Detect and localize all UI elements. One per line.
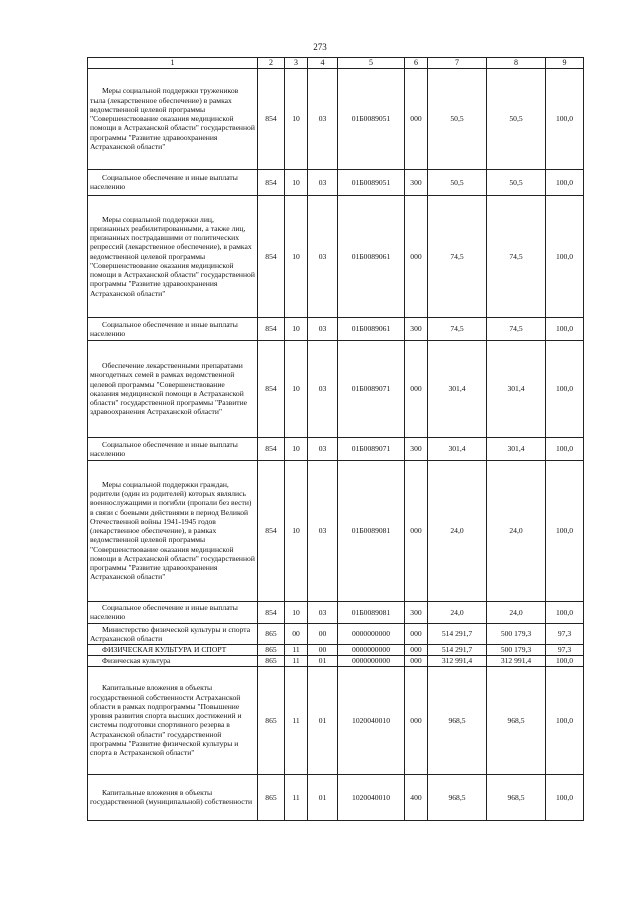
expense-type-cell: 400 (405, 774, 428, 820)
subsection-cell: 01 (308, 774, 338, 820)
admin-code-cell: 854 (258, 340, 285, 437)
planned-amount-cell: 301,4 (428, 437, 487, 460)
section-cell: 10 (285, 68, 308, 169)
planned-amount-cell: 50,5 (428, 169, 487, 195)
header-row (88, 58, 584, 69)
expense-type-cell: 000 (405, 460, 428, 601)
expense-type-cell: 300 (405, 437, 428, 460)
percent-cell: 100,0 (546, 169, 584, 195)
section-cell: 10 (285, 437, 308, 460)
column-header: 2 (258, 58, 285, 69)
row-name-cell: Физическая культура (88, 655, 258, 666)
table-row (88, 623, 584, 644)
executed-amount-cell: 24,0 (487, 601, 546, 623)
subsection-cell: 01 (308, 666, 338, 774)
expense-type-cell: 300 (405, 169, 428, 195)
executed-amount-cell: 500 179,3 (487, 644, 546, 655)
percent-cell: 97,3 (546, 644, 584, 655)
target-article-cell: 01Б0089061 (338, 317, 405, 340)
section-cell: 10 (285, 460, 308, 601)
table-row (88, 655, 584, 666)
planned-amount-cell: 312 991,4 (428, 655, 487, 666)
subsection-cell: 00 (308, 623, 338, 644)
admin-code-cell: 865 (258, 623, 285, 644)
table-row (88, 666, 584, 774)
target-article-cell: 01Б0089051 (338, 68, 405, 169)
admin-code-cell: 854 (258, 317, 285, 340)
executed-amount-cell: 968,5 (487, 774, 546, 820)
table-row (88, 195, 584, 317)
planned-amount-cell: 968,5 (428, 666, 487, 774)
planned-amount-cell: 74,5 (428, 317, 487, 340)
column-header: 8 (487, 58, 546, 69)
section-cell: 10 (285, 317, 308, 340)
page-number: 273 (313, 42, 327, 52)
subsection-cell: 03 (308, 317, 338, 340)
row-name-cell: Меры социальной поддержки тружеников тыла (лекарственное обеспечение) в рамках ведомственной целевой программы "Совершенствование оказания медицинской помощи в Астраханской области" государственной программы "Развитие здравоохранения Астраханской области" (88, 68, 258, 169)
expense-type-cell: 000 (405, 623, 428, 644)
target-article-cell: 0000000000 (338, 644, 405, 655)
planned-amount-cell: 24,0 (428, 601, 487, 623)
target-article-cell: 01Б0089051 (338, 169, 405, 195)
executed-amount-cell: 968,5 (487, 666, 546, 774)
row-name-cell: Обеспечение лекарственными препаратами многодетных семей в рамках ведомственной целевой программы "Совершенствование оказания медицинской помощи в Астраханской области" государственной программы "Развитие здравоохранения Астраханской области" (88, 340, 258, 437)
percent-cell: 100,0 (546, 317, 584, 340)
admin-code-cell: 854 (258, 437, 285, 460)
column-header: 5 (338, 58, 405, 69)
row-name-cell: Социальное обеспечение и иные выплаты населению (88, 169, 258, 195)
planned-amount-cell: 74,5 (428, 195, 487, 317)
section-cell: 10 (285, 169, 308, 195)
executed-amount-cell: 74,5 (487, 317, 546, 340)
subsection-cell: 03 (308, 460, 338, 601)
planned-amount-cell: 24,0 (428, 460, 487, 601)
admin-code-cell: 854 (258, 460, 285, 601)
planned-amount-cell: 50,5 (428, 68, 487, 169)
section-cell: 11 (285, 666, 308, 774)
target-article-cell: 01Б0089081 (338, 460, 405, 601)
expense-type-cell: 000 (405, 195, 428, 317)
row-name-cell: Социальное обеспечение и иные выплаты населению (88, 317, 258, 340)
percent-cell: 100,0 (546, 460, 584, 601)
planned-amount-cell: 514 291,7 (428, 623, 487, 644)
executed-amount-cell: 74,5 (487, 195, 546, 317)
row-name-cell: Капитальные вложения в объекты государственной (муниципальной) собственности (88, 774, 258, 820)
percent-cell: 97,3 (546, 623, 584, 644)
admin-code-cell: 854 (258, 601, 285, 623)
executed-amount-cell: 500 179,3 (487, 623, 546, 644)
section-cell: 11 (285, 655, 308, 666)
table-row (88, 644, 584, 655)
executed-amount-cell: 301,4 (487, 437, 546, 460)
expense-type-cell: 000 (405, 68, 428, 169)
row-name-cell: Социальное обеспечение и иные выплаты населению (88, 601, 258, 623)
target-article-cell: 0000000000 (338, 623, 405, 644)
planned-amount-cell: 514 291,7 (428, 644, 487, 655)
executed-amount-cell: 50,5 (487, 169, 546, 195)
subsection-cell: 03 (308, 68, 338, 169)
admin-code-cell: 854 (258, 195, 285, 317)
section-cell: 10 (285, 601, 308, 623)
admin-code-cell: 865 (258, 774, 285, 820)
column-header: 6 (405, 58, 428, 69)
percent-cell: 100,0 (546, 601, 584, 623)
table-row (88, 601, 584, 623)
row-name-cell: Социальное обеспечение и иные выплаты населению (88, 437, 258, 460)
target-article-cell: 1020040010 (338, 666, 405, 774)
executed-amount-cell: 312 991,4 (487, 655, 546, 666)
table-row (88, 437, 584, 460)
table-row (88, 774, 584, 820)
section-cell: 00 (285, 623, 308, 644)
percent-cell: 100,0 (546, 437, 584, 460)
table-row (88, 460, 584, 601)
target-article-cell: 01Б0089081 (338, 601, 405, 623)
percent-cell: 100,0 (546, 655, 584, 666)
percent-cell: 100,0 (546, 774, 584, 820)
executed-amount-cell: 301,4 (487, 340, 546, 437)
table-row (88, 317, 584, 340)
target-article-cell: 0000000000 (338, 655, 405, 666)
column-header: 9 (546, 58, 584, 69)
expense-type-cell: 000 (405, 655, 428, 666)
row-name-cell: Меры социальной поддержки лиц, признанных реабилитированными, а также лиц, признанных пострадавшими от политических репрессий (лекарственное обеспечение), в рамках ведомственной целевой программы "Совершенствование оказания медицинской помощи в Астраханской области" государственной программы "Развитие здравоохранения Астраханской области" (88, 195, 258, 317)
table-row (88, 169, 584, 195)
target-article-cell: 1020040010 (338, 774, 405, 820)
percent-cell: 100,0 (546, 195, 584, 317)
table-row (88, 68, 584, 169)
executed-amount-cell: 50,5 (487, 68, 546, 169)
subsection-cell: 03 (308, 437, 338, 460)
target-article-cell: 01Б0089061 (338, 195, 405, 317)
section-cell: 10 (285, 195, 308, 317)
admin-code-cell: 865 (258, 644, 285, 655)
section-cell: 11 (285, 774, 308, 820)
expense-type-cell: 000 (405, 340, 428, 437)
admin-code-cell: 865 (258, 655, 285, 666)
subsection-cell: 03 (308, 195, 338, 317)
column-header: 3 (285, 58, 308, 69)
budget-table (87, 57, 584, 821)
percent-cell: 100,0 (546, 666, 584, 774)
planned-amount-cell: 968,5 (428, 774, 487, 820)
admin-code-cell: 865 (258, 666, 285, 774)
section-cell: 10 (285, 340, 308, 437)
row-name-cell: Капитальные вложения в объекты государственной собственности Астраханской области в рамках подпрограммы "Повышение уровня развития спорта высших достижений и системы подготовки спортивного резерва в Астраханской области" государственной программы "Развитие физической культуры и спорта в Астраханской области" (88, 666, 258, 774)
column-header: 7 (428, 58, 487, 69)
section-cell: 11 (285, 644, 308, 655)
executed-amount-cell: 24,0 (487, 460, 546, 601)
subsection-cell: 00 (308, 644, 338, 655)
expense-type-cell: 000 (405, 666, 428, 774)
expense-type-cell: 300 (405, 317, 428, 340)
target-article-cell: 01Б0089071 (338, 437, 405, 460)
column-header: 4 (308, 58, 338, 69)
subsection-cell: 03 (308, 169, 338, 195)
row-name-cell: ФИЗИЧЕСКАЯ КУЛЬТУРА И СПОРТ (88, 644, 258, 655)
column-header: 1 (88, 58, 258, 69)
subsection-cell: 03 (308, 601, 338, 623)
expense-type-cell: 000 (405, 644, 428, 655)
percent-cell: 100,0 (546, 68, 584, 169)
percent-cell: 100,0 (546, 340, 584, 437)
admin-code-cell: 854 (258, 169, 285, 195)
admin-code-cell: 854 (258, 68, 285, 169)
planned-amount-cell: 301,4 (428, 340, 487, 437)
subsection-cell: 03 (308, 340, 338, 437)
row-name-cell: Министерство физической культуры и спорта Астраханской области (88, 623, 258, 644)
row-name-cell: Меры социальной поддержки граждан, родители (один из родителей) которых являлись военнослужащими и погибли (пропали без вести) в связи с боевыми действиями в период Великой Отечественной войны 1941-1945 годов (лекарственное обеспечение), в рамках ведомственной целевой программы "Совершенствование оказания медицинской помощи в Астраханской области" государственной программы "Развитие здравоохранения Астраханской области" (88, 460, 258, 601)
target-article-cell: 01Б0089071 (338, 340, 405, 437)
expense-type-cell: 300 (405, 601, 428, 623)
table-row (88, 340, 584, 437)
subsection-cell: 01 (308, 655, 338, 666)
